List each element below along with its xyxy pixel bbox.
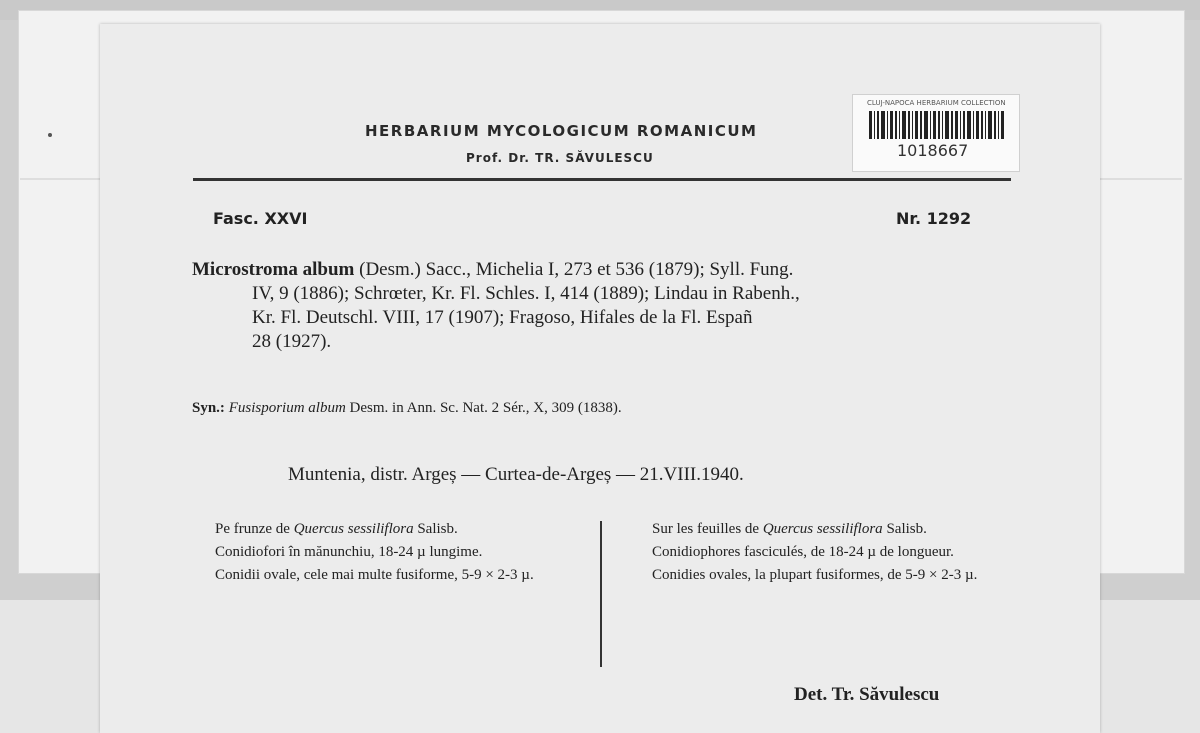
synonym-name: Fusisporium album [228,400,346,416]
fr-host [632,518,1024,541]
herbarium-curator: Prof. Dr. TR. SĂVULESCU [466,151,654,165]
barcode-icon [869,111,1005,139]
taxon-citation [192,258,1022,354]
barcode-sticker [852,94,1020,172]
synonym-label: Syn.: [192,400,225,416]
ro-conidiophores: Conidiofori în mănunchiu, 18-24 µ lungime. [215,544,483,560]
ro-host [195,518,580,541]
synonym-line [192,400,622,417]
fr-host-pre: Sur les feuilles de [652,521,763,537]
specimen-number: Nr. 1292 [896,209,972,228]
ro-host-species: Quercus sessiliflora [293,521,414,537]
fr-conidia: Conidies ovales, la plupart fusiformes, de 5-9 × 2-3 µ. [652,567,978,583]
fr-conidiophores: Conidiophores fasciculés, de 18-24 µ de longueur. [652,544,954,560]
citation-text-3: Kr. Fl. Deutschl. VIII, 17 (1907); Fragoso, Hifales de la Fl. Españ [252,307,753,328]
fr-host-post: Salisb. [882,521,927,537]
citation-text-2: IV, 9 (1886); Schrœter, Kr. Fl. Schles. I, 414 (1889); Lindau in Rabenh., [252,283,800,304]
taxon-name: Microstroma album [192,259,355,280]
header-rule [193,178,1011,181]
barcode-number: 1018667 [897,141,969,160]
french-description [632,518,1024,587]
paper-speck [48,133,52,137]
fascicle-number: Fasc. XXVI [213,209,308,228]
romanian-description [195,518,580,587]
column-divider [600,521,602,667]
citation-text-4: 28 (1927). [252,331,332,352]
determiner-prefix: Det. [794,684,828,705]
synonym-citation: Desm. in Ann. Sc. Nat. 2 Sér., X, 309 (1838). [349,400,622,416]
citation-text-1: (Desm.) Sacc., Michelia I, 273 et 536 (1879); Syll. Fung. [359,259,794,280]
ro-host-pre: Pe frunze de [215,521,294,537]
herbarium-title: HERBARIUM MYCOLOGICUM ROMANICUM [365,122,758,140]
barcode-caption: CLUJ-NAPOCA HERBARIUM COLLECTION [867,99,1006,107]
locality-line: Muntenia, distr. Argeș — Curtea-de-Argeș — 21.VIII.1940. [288,464,744,485]
fr-host-species: Quercus sessiliflora [762,521,883,537]
ro-host-post: Salisb. [413,521,458,537]
determiner-name: Tr. Săvulescu [831,684,940,705]
ro-conidia: Conidii ovale, cele mai multe fusiforme, 5-9 × 2-3 µ. [215,567,534,583]
determiner-line [794,684,939,706]
herbarium-label [100,24,1100,733]
